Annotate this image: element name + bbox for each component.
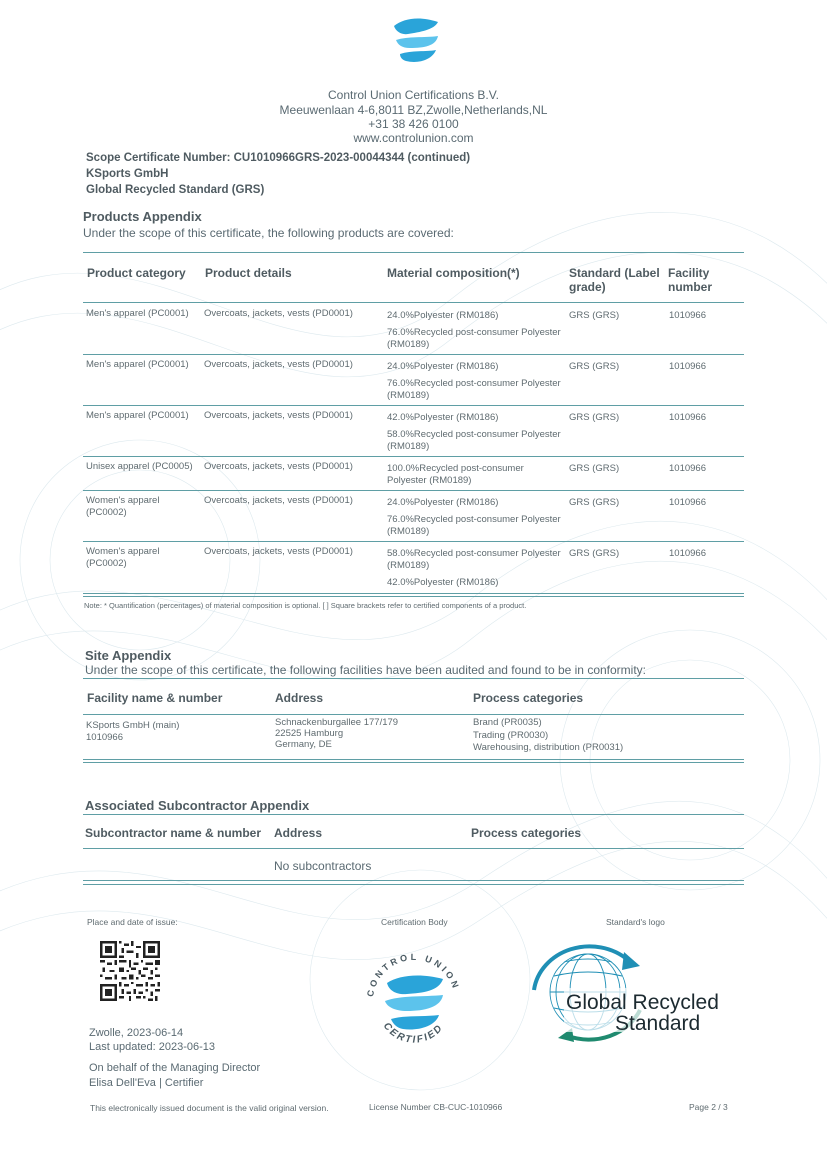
divider (83, 456, 744, 457)
material-line: 76.0%Recycled post-consumer Polyester (RM0189) (387, 327, 561, 350)
table-cell-materials (387, 361, 565, 407)
facility-address (275, 717, 398, 750)
license-number: License Number CB-CUC-1010966 (369, 1102, 503, 1112)
process-line: Warehousing, distribution (PR0031) (473, 742, 624, 753)
col-material-composition: Material composition(*) (387, 266, 520, 280)
col-facility-number: Facility number (668, 266, 713, 294)
standard-logo-label: Standard's logo (606, 917, 665, 927)
divider (83, 678, 744, 679)
material-line: 42.0%Polyester (RM0186) (387, 412, 499, 423)
certified-company: KSports GmbH (86, 168, 169, 180)
col-product-details: Product details (205, 266, 292, 280)
divider (83, 762, 744, 763)
seal-swoosh-top (387, 976, 443, 995)
issuer-address: Meeuwenlaan 4-6,8011 BZ,Zwolle,Netherlands,NL (279, 103, 548, 117)
table-cell-category: Women's apparel (PC0002) (86, 546, 160, 569)
subcontractor-appendix-title: Associated Subcontractor Appendix (85, 798, 310, 813)
table-cell-facility: 1010966 (669, 463, 706, 474)
col-subcontractor-process: Process categories (471, 826, 582, 840)
address-line: 22525 Hamburg (275, 728, 344, 739)
material-line: 76.0%Recycled post-consumer Polyester (RM0189) (387, 514, 561, 537)
divider (83, 880, 744, 881)
col-subcontractor-address: Address (274, 826, 323, 840)
divider (83, 848, 744, 849)
divider (83, 596, 744, 597)
col-facility-name: Facility name & number (87, 691, 223, 705)
table-cell-facility: 1010966 (669, 497, 706, 508)
table-cell-standard: GRS (GRS) (569, 412, 620, 423)
divider (83, 814, 744, 815)
divider (83, 490, 744, 491)
facility-cell (86, 720, 179, 744)
arrow-head-icon (622, 952, 640, 970)
divider (83, 714, 744, 715)
place-date-label: Place and date of issue: (87, 917, 178, 927)
material-line: 58.0%Recycled post-consumer Polyester (RM0189) (387, 429, 561, 452)
col-process-categories: Process categories (473, 691, 584, 705)
table-cell-category: Men's apparel (PC0001) (86, 359, 189, 370)
table-cell-materials (387, 463, 537, 492)
table-cell-details: Overcoats, jackets, vests (PD0001) (204, 410, 353, 421)
table-cell-standard: GRS (GRS) (569, 497, 620, 508)
col-standard: Standard (Label grade) (569, 266, 660, 294)
seal-bottom-text: CERTIFIED (380, 1020, 446, 1046)
table-cell-materials (387, 412, 565, 458)
divider (83, 405, 744, 406)
site-appendix-intro: Under the scope of this certificate, the following facilities have been audited and found to be in conformity: (85, 663, 646, 677)
grs-logo-line1: Global Recycled (566, 991, 719, 1014)
divider (83, 302, 744, 303)
global-recycled-standard-logo (528, 944, 743, 1042)
certification-body-label: Certification Body (381, 917, 448, 927)
facility-name: KSports GmbH (main) (86, 720, 180, 731)
divider (83, 354, 744, 355)
table-cell-category: Men's apparel (PC0001) (86, 308, 189, 319)
site-appendix-title: Site Appendix (85, 648, 172, 663)
divider (83, 759, 744, 760)
page-number: Page 2 / 3 (689, 1102, 728, 1112)
table-cell-facility: 1010966 (669, 310, 706, 321)
control-union-logo-icon (390, 16, 442, 66)
table-cell-standard: GRS (GRS) (569, 361, 620, 372)
table-cell-facility: 1010966 (669, 412, 706, 423)
table-cell-standard: GRS (GRS) (569, 463, 620, 474)
table-cell-materials (387, 310, 565, 356)
facility-processes (473, 717, 623, 755)
table-cell-category: Unisex apparel (PC0005) (86, 461, 193, 472)
divider (83, 252, 744, 253)
signer-name: Elisa Dell'Eva | Certifier (89, 1077, 204, 1089)
table-cell-facility: 1010966 (669, 548, 706, 559)
seal-swoosh-middle (385, 995, 443, 1011)
material-line: 24.0%Polyester (RM0186) (387, 497, 499, 508)
col-address: Address (275, 691, 324, 705)
table-cell-materials (387, 497, 565, 543)
divider (83, 593, 744, 594)
facility-number: 1010966 (86, 732, 123, 743)
products-appendix-intro: Under the scope of this certificate, the following products are covered: (83, 226, 454, 240)
process-line: Brand (PR0035) (473, 717, 542, 728)
products-note: Note: * Quantification (percentages) of material composition is optional. [ ] Square brackets refer to certified components of a product. (84, 601, 527, 610)
control-union-certified-seal (359, 945, 469, 1050)
table-cell-category: Men's apparel (PC0001) (86, 410, 189, 421)
table-cell-details: Overcoats, jackets, vests (PD0001) (204, 546, 353, 557)
material-line: 100.0%Recycled post-consumer Polyester (RM0189) (387, 463, 524, 486)
material-line: 58.0%Recycled post-consumer Polyester (RM0189) (387, 548, 561, 571)
seal-swoosh-bottom (391, 1015, 439, 1029)
material-line: 42.0%Polyester (RM0186) (387, 577, 499, 588)
table-cell-details: Overcoats, jackets, vests (PD0001) (204, 461, 353, 472)
table-cell-category: Women's apparel (PC0002) (86, 495, 160, 518)
certificate-number: Scope Certificate Number: CU1010966GRS-2023-00044344 (continued) (86, 152, 471, 164)
col-product-category: Product category (87, 266, 186, 280)
recycle-arrow-top (534, 946, 628, 990)
table-cell-standard: GRS (GRS) (569, 310, 620, 321)
last-updated: Last updated: 2023-06-13 (89, 1041, 215, 1053)
divider (83, 884, 744, 885)
issuer-name: Control Union Certifications B.V. (328, 88, 499, 102)
no-subcontractors-text: No subcontractors (274, 859, 372, 873)
table-cell-details: Overcoats, jackets, vests (PD0001) (204, 359, 353, 370)
issuer-website[interactable]: www.controlunion.com (353, 131, 474, 145)
process-line: Trading (PR0030) (473, 729, 549, 741)
table-cell-materials (387, 548, 565, 594)
products-appendix-title: Products Appendix (83, 209, 202, 224)
material-line: 76.0%Recycled post-consumer Polyester (RM0189) (387, 378, 561, 401)
table-cell-facility: 1010966 (669, 361, 706, 372)
divider (83, 541, 744, 542)
material-line: 24.0%Polyester (RM0186) (387, 310, 499, 321)
col-subcontractor-name: Subcontractor name & number (85, 826, 262, 840)
table-cell-standard: GRS (GRS) (569, 548, 620, 559)
on-behalf-line: On behalf of the Managing Director (89, 1062, 261, 1074)
table-cell-details: Overcoats, jackets, vests (PD0001) (204, 495, 353, 506)
validity-statement: This electronically issued document is the valid original version. (90, 1103, 329, 1113)
material-line: 24.0%Polyester (RM0186) (387, 361, 499, 372)
place-and-date: Zwolle, 2023-06-14 (89, 1027, 184, 1039)
address-line: Germany, DE (275, 739, 332, 750)
qr-code-icon[interactable] (100, 941, 160, 1001)
table-cell-details: Overcoats, jackets, vests (PD0001) (204, 308, 353, 319)
grs-logo-line2: Standard (615, 1012, 701, 1035)
issuer-phone: +31 38 426 0100 (368, 117, 459, 131)
certified-standard: Global Recycled Standard (GRS) (86, 184, 265, 196)
address-line: Schnackenburgallee 177/179 (275, 717, 399, 728)
seal-top-text: CONTROL UNION (365, 951, 462, 998)
